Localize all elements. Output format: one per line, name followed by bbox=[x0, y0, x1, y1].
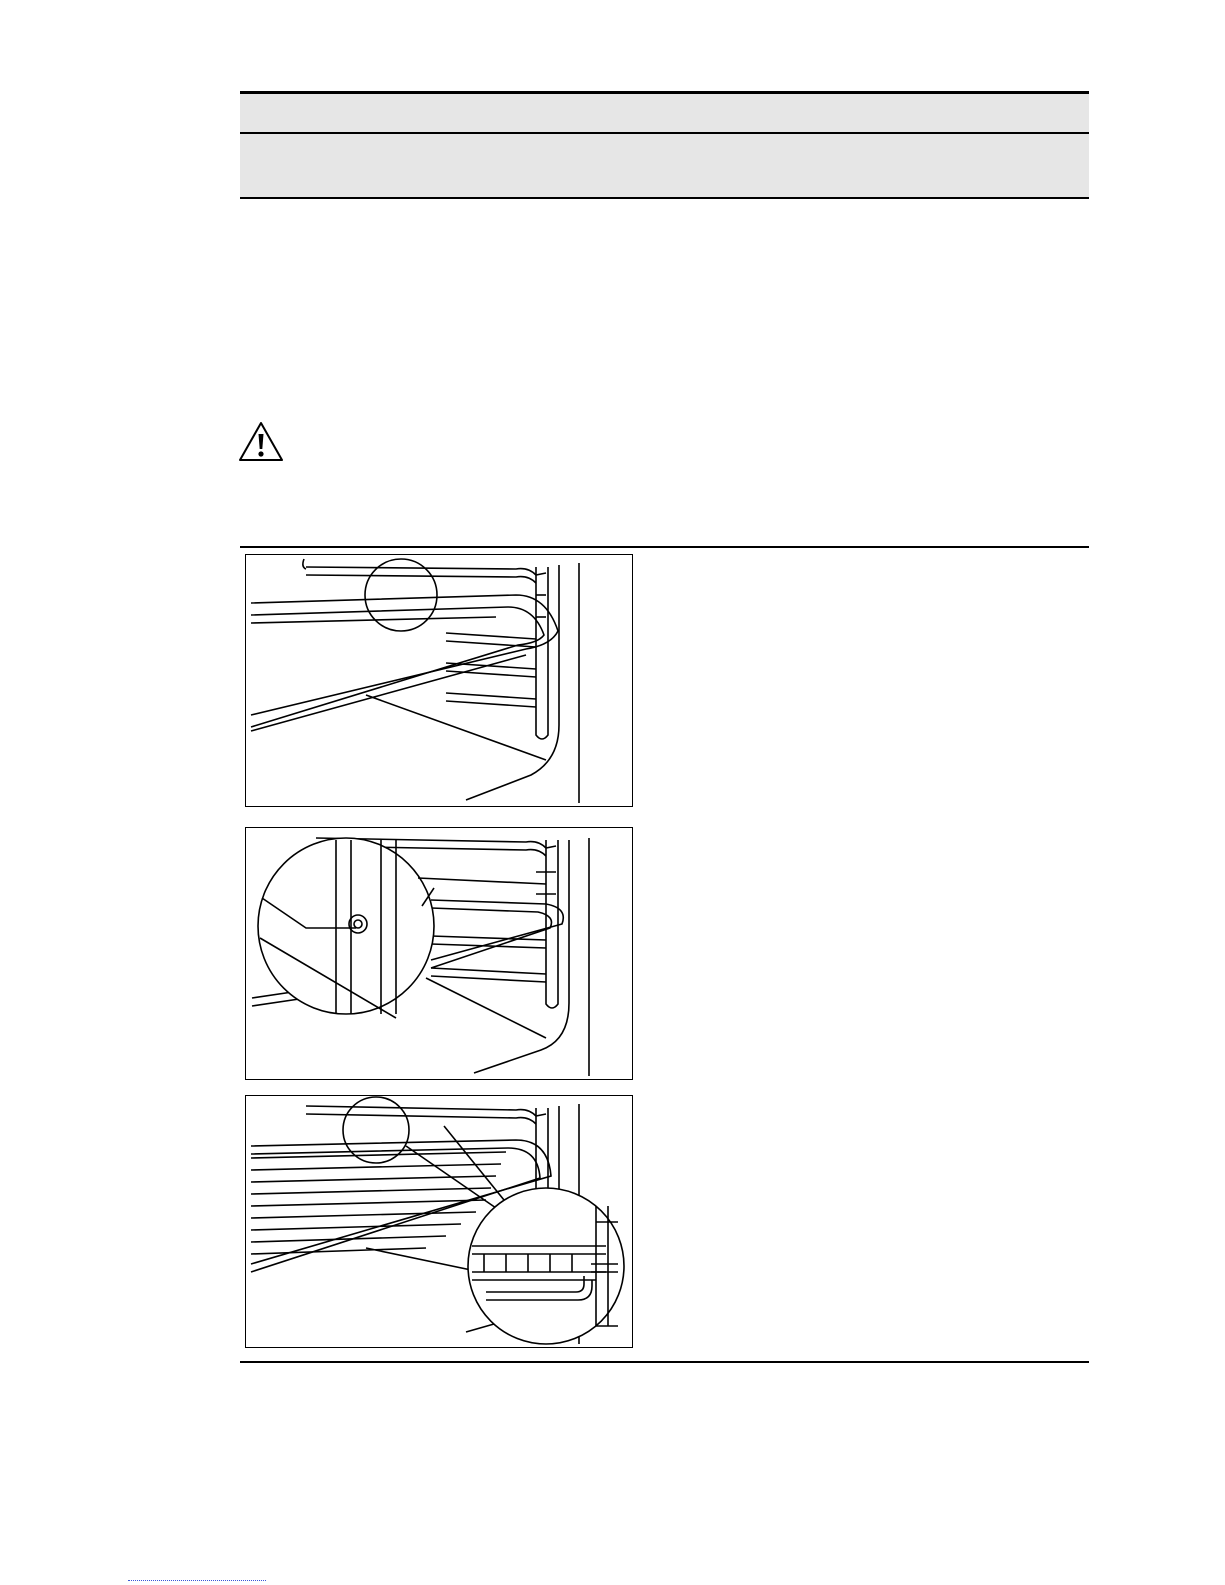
header-table bbox=[240, 91, 1089, 199]
footer-link-underline bbox=[128, 1580, 266, 1581]
header-table-row bbox=[240, 134, 1089, 199]
section-top-rule bbox=[240, 546, 1089, 548]
tray-insert-illustration bbox=[245, 554, 633, 807]
rack-insert-illustration bbox=[245, 827, 633, 1080]
header-table-row bbox=[240, 91, 1089, 134]
section-bottom-rule bbox=[240, 1361, 1089, 1363]
rack-and-tray-illustration bbox=[245, 1095, 633, 1348]
warning-triangle-icon bbox=[237, 420, 285, 464]
